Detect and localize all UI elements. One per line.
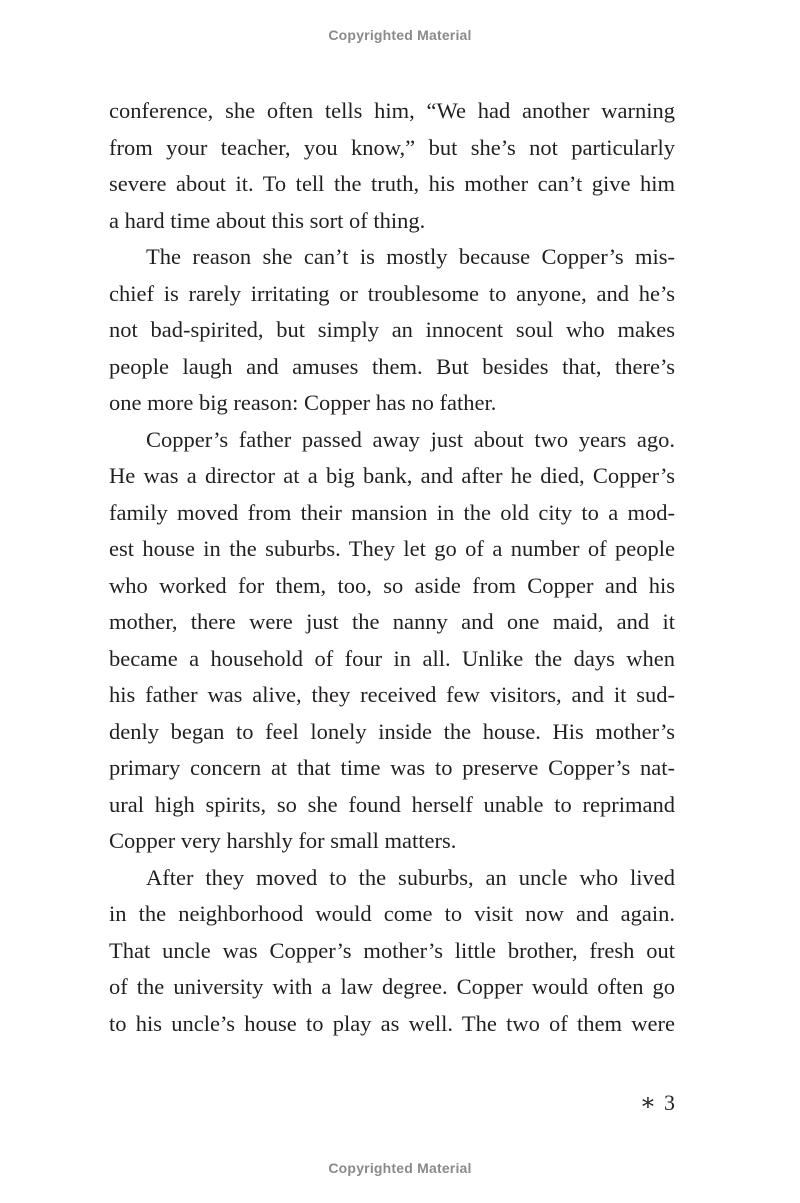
text-line: He was a director at a big bank, and after he died, Copper’s	[109, 463, 675, 488]
text-line: to his uncle’s house to play as well. The two of them were	[109, 1010, 675, 1036]
text-line: became a household of four in all. Unlike the days when	[109, 645, 675, 671]
paragraph-2	[109, 239, 675, 422]
text-line: Copper’s father passed away just about two years ago.	[146, 426, 675, 452]
paragraph-3	[109, 422, 675, 860]
copyright-watermark-top: Copyrighted Material	[328, 27, 472, 43]
text-line: one more big reason: Copper has no father.	[109, 390, 497, 415]
paragraph-1	[109, 93, 675, 239]
text-line: a hard time about this sort of thing.	[109, 207, 426, 233]
page-number-value: 3	[664, 1090, 675, 1115]
text-line: est house in the suburbs. They let go of a number of people	[109, 536, 675, 561]
copyright-watermark-bottom: Copyrighted Material	[328, 1160, 472, 1176]
text-line: Copper very harshly for small matters.	[109, 828, 457, 853]
text-line: of the university with a law degree. Copper would often go	[109, 974, 675, 999]
text-line: from your teacher, you know,” but she’s not particularly	[109, 134, 675, 160]
text-line: severe about it. To tell the truth, his mother can’t give him	[109, 171, 675, 196]
text-line: family moved from their mansion in the old city to a mod-	[109, 499, 675, 525]
text-line: That uncle was Copper’s mother’s little brother, fresh out	[109, 937, 675, 963]
text-line: his father was alive, they received few visitors, and it sud-	[109, 682, 675, 707]
page-body-text	[109, 93, 675, 1042]
text-line: primary concern at that time was to preserve Copper’s nat-	[109, 755, 675, 780]
text-line: After they moved to the suburbs, an uncle who lived	[146, 864, 675, 890]
asterisk-ornament-icon: ∗	[639, 1090, 656, 1116]
text-line: denly began to feel lonely inside the house. His mother’s	[109, 718, 675, 744]
paragraph-4	[109, 860, 675, 1043]
text-line: not bad-spirited, but simply an innocent soul who makes	[109, 317, 675, 342]
text-line: chief is rarely irritating or troublesome to anyone, and he’s	[109, 280, 675, 306]
text-line: conference, she often tells him, “We had another warning	[109, 98, 675, 123]
text-line: who worked for them, too, so aside from Copper and his	[109, 572, 675, 598]
text-line: in the neighborhood would come to visit now and again.	[109, 901, 675, 926]
text-line: people laugh and amuses them. But besides that, there’s	[109, 353, 675, 379]
text-line: mother, there were just the nanny and one maid, and it	[109, 609, 675, 634]
page-number	[640, 1088, 675, 1117]
text-line: ural high spirits, so she found herself unable to reprimand	[109, 791, 675, 817]
text-line: The reason she can’t is mostly because Copper’s mis-	[146, 244, 675, 269]
